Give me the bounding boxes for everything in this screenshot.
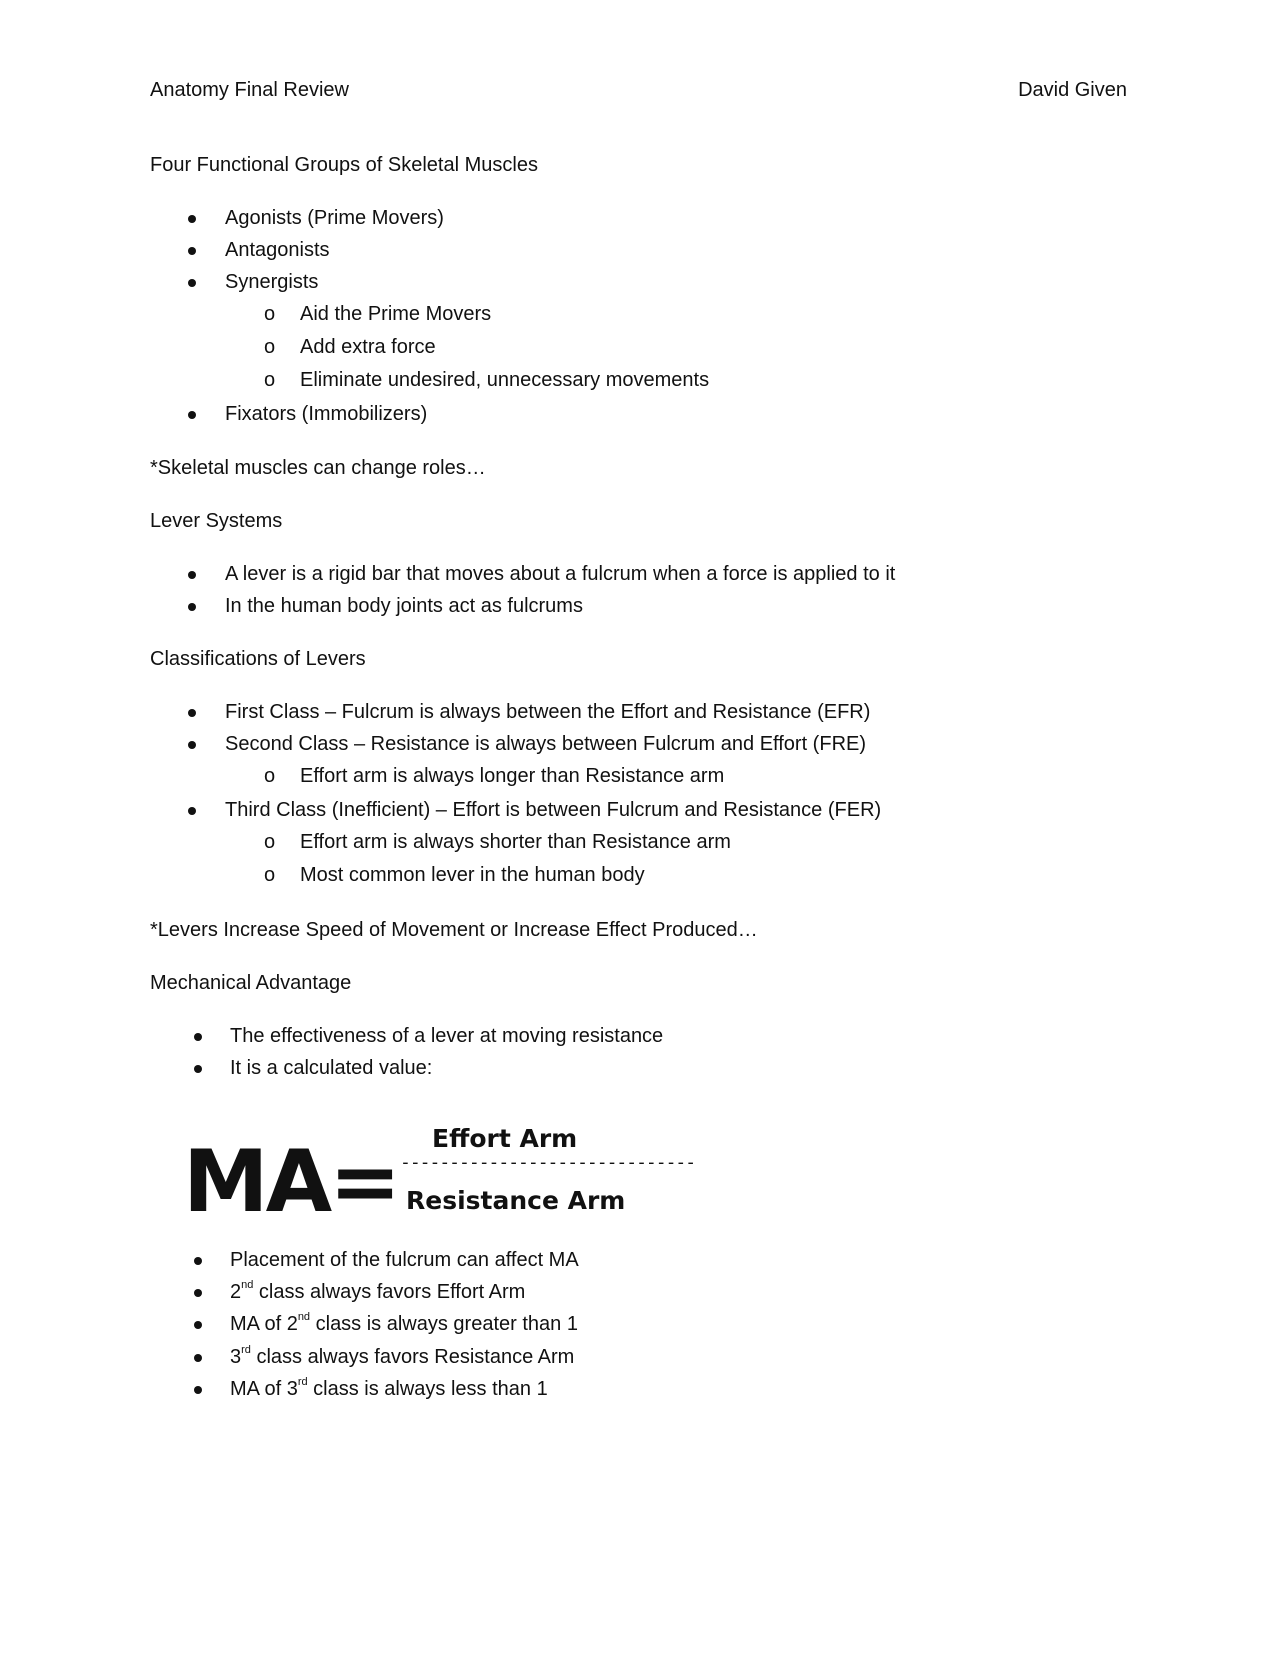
- formula-denominator: Resistance Arm: [406, 1186, 626, 1215]
- note: *Levers Increase Speed of Movement or Increase Effect Produced…: [150, 919, 758, 941]
- note: *Skeletal muscles can change roles…: [150, 457, 486, 479]
- section-heading-lever-systems: Lever Systems: [150, 510, 283, 532]
- sub-bullet: o: [264, 864, 276, 886]
- list-item: 2nd class always favors Effort Arm: [230, 1279, 526, 1303]
- bullet: [188, 603, 196, 611]
- sub-bullet: o: [264, 303, 276, 325]
- list-item: 3rd class always favors Resistance Arm: [230, 1344, 575, 1368]
- bullet: [194, 1065, 202, 1073]
- list-item: Synergists: [225, 271, 319, 293]
- list-item: Third Class (Inefficient) – Effort is between Fulcrum and Resistance (FER): [225, 799, 882, 821]
- sub-bullet: o: [264, 831, 276, 853]
- bullet: [188, 279, 196, 287]
- bullet: [188, 741, 196, 749]
- sub-list-item: Aid the Prime Movers: [300, 303, 492, 325]
- formula-lhs: MA=: [183, 1132, 399, 1232]
- sub-bullet: o: [264, 369, 276, 391]
- bullet: [188, 571, 196, 579]
- bullet: [194, 1289, 202, 1297]
- bullet: [188, 411, 196, 419]
- sub-list-item: Eliminate undesired, unnecessary movements: [300, 369, 710, 391]
- list-item: In the human body joints act as fulcrums: [225, 595, 583, 617]
- list-item: Antagonists: [225, 239, 330, 261]
- sub-list-item: Effort arm is always longer than Resistance arm: [300, 765, 725, 787]
- list-item: The effectiveness of a lever at moving resistance: [230, 1025, 664, 1047]
- list-item: A lever is a rigid bar that moves about a fulcrum when a force is applied to it: [225, 563, 896, 585]
- section-heading-functional-groups: Four Functional Groups of Skeletal Muscles: [150, 154, 538, 176]
- bullet: [188, 709, 196, 717]
- list-item: First Class – Fulcrum is always between the Effort and Resistance (EFR): [225, 701, 871, 723]
- sub-bullet: o: [264, 336, 276, 358]
- section-heading-classifications: Classifications of Levers: [150, 648, 366, 670]
- list-item: Fixators (Immobilizers): [225, 403, 428, 425]
- bullet: [194, 1386, 202, 1394]
- header-title: Anatomy Final Review: [150, 79, 349, 101]
- list-item: Agonists (Prime Movers): [225, 207, 444, 229]
- sub-bullet: o: [264, 765, 276, 787]
- list-item: MA of 3rd class is always less than 1: [230, 1376, 548, 1400]
- sub-list-item: Effort arm is always shorter than Resistance arm: [300, 831, 731, 853]
- sub-list-item: Most common lever in the human body: [300, 864, 645, 886]
- list-item: MA of 2nd class is always greater than 1: [230, 1311, 578, 1335]
- bullet: [194, 1033, 202, 1041]
- section-heading-mechanical-advantage: Mechanical Advantage: [150, 972, 352, 994]
- formula-divider: ------------------------------: [400, 1152, 696, 1173]
- list-item: Second Class – Resistance is always between Fulcrum and Effort (FRE): [225, 733, 867, 755]
- list-item: It is a calculated value:: [230, 1057, 433, 1079]
- sub-list-item: Add extra force: [300, 336, 436, 358]
- bullet: [194, 1354, 202, 1362]
- header-author: David Given: [1018, 79, 1127, 101]
- list-item: Placement of the fulcrum can affect MA: [230, 1249, 579, 1271]
- bullet: [188, 215, 196, 223]
- bullet: [194, 1321, 202, 1329]
- bullet: [188, 247, 196, 255]
- bullet: [188, 807, 196, 815]
- bullet: [194, 1257, 202, 1265]
- formula-numerator: Effort Arm: [432, 1124, 578, 1153]
